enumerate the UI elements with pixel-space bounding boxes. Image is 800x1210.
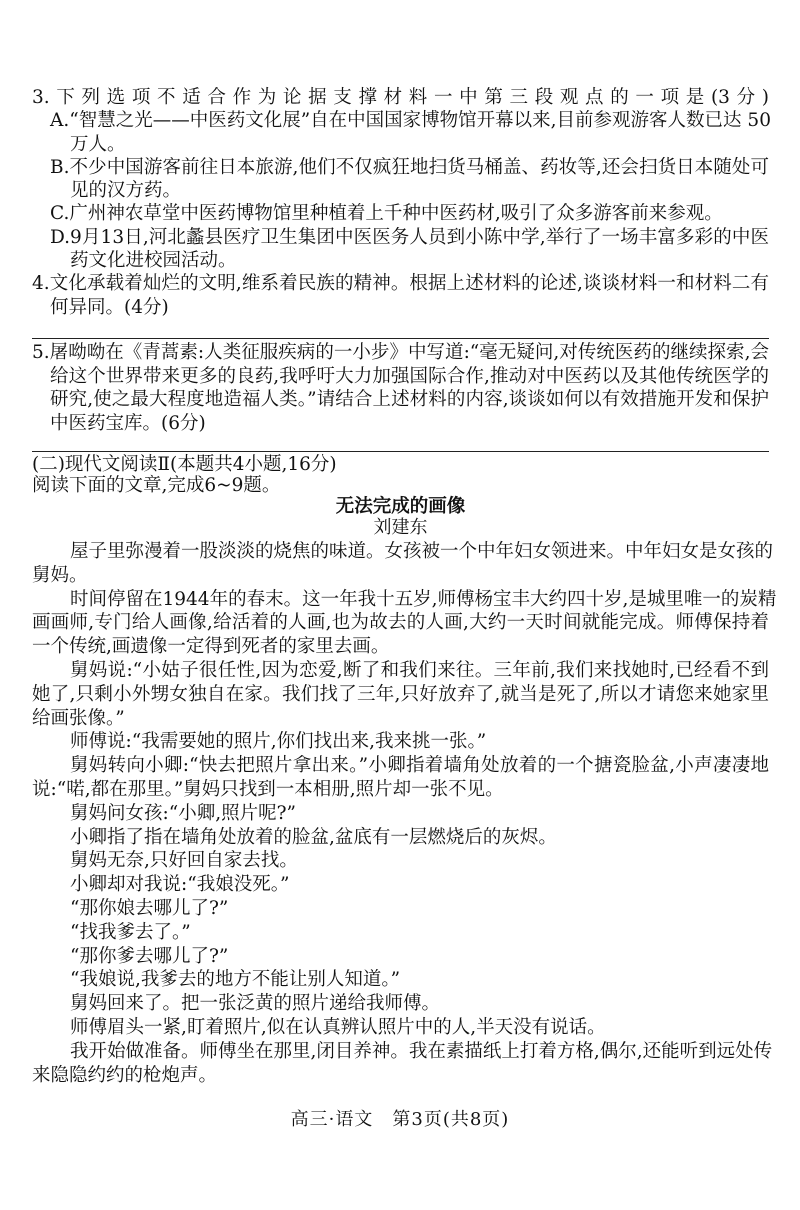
article-line: 她了,只剩小外甥女独自在家。我们找了三年,只好放弃了,就当是死了,所以才请您来她家里 <box>32 683 769 705</box>
article-line: 舅妈问女孩:“小卿,照片呢?” <box>70 802 296 824</box>
article-body <box>32 540 777 1087</box>
option-b: B.不少中国游客前往日本旅游,他们不仅疯狂地扫货马桶盖、药妆等,还会扫货日本随处可 <box>50 156 769 178</box>
article-line: 说:“喏,都在那里。”舅妈只找到一本相册,照片却一张不见。 <box>32 778 504 800</box>
article-line: “那你娘去哪儿了?” <box>70 897 229 919</box>
article-line: 给画张像。” <box>32 707 125 729</box>
question-3 <box>32 86 769 319</box>
question-4-stem: 4.文化承载着灿烂的文明,维系着民族的精神。根据上述材料的论述,谈谈材料一和材料二有 <box>32 273 769 295</box>
article-line: “我娘说,我爹去的地方不能让别人知道。” <box>70 969 401 991</box>
article-line: 画画师,专门给人画像,给活着的人画,也为故去的人画,大约一天时间就能完成。师傅保持着 <box>32 612 769 634</box>
section-instruction: 阅读下面的文章,完成6~9题。 <box>32 475 281 496</box>
article-line: 小卿却对我说:“我娘没死。” <box>70 874 290 896</box>
article-line: 舅妈无奈,只好回自家去找。 <box>70 850 298 872</box>
article-line: 师傅眉头一紧,盯着照片,似在认真辨认照片中的人,半天没有说话。 <box>70 1016 606 1038</box>
section-heading: (二)现代文阅读Ⅱ(本题共4小题,16分) <box>32 454 337 475</box>
article-line: 舅妈转向小卿:“快去把照片拿出来。”小卿指着墙角处放着的一个搪瓷脸盆,小声凄凄地 <box>70 755 769 777</box>
section-header <box>32 454 769 538</box>
article-line: 舅妈回来了。把一张泛黄的照片递给我师傅。 <box>70 993 441 1015</box>
article-line: 一个传统,画遗像一定得到死者的家里去画。 <box>32 636 390 658</box>
option-a-cont: 万人。 <box>70 133 126 155</box>
question-3-stem: 3.下列选项不适合作为论据支撑材料一中第三段观点的一项是(3分) <box>32 87 769 108</box>
option-d: D.9月13日,河北蠡县医疗卫生集团中医医务人员到小陈中学,举行了一场丰富多彩的中医 <box>50 226 769 248</box>
option-b-cont: 见的汉方药。 <box>70 180 182 202</box>
article-line: 时间停留在1944年的春末。这一年我十五岁,师傅杨宝丰大约四十岁,是城里唯一的炭精 <box>70 588 777 610</box>
option-a: A.“智慧之光——中医药文化展”自在中国国家博物馆开幕以来,目前参观游客人数已达 50 <box>50 110 771 132</box>
article-line: 来隐隐约约的枪炮声。 <box>32 1064 218 1086</box>
answer-line-q4[interactable] <box>32 338 769 339</box>
question-5 <box>32 341 769 436</box>
article-line: 我开始做准备。师傅坐在那里,闭目养神。我在素描纸上打着方格,偶尔,还能听到远处传 <box>70 1040 773 1062</box>
article-line: “那你爹去哪儿了?” <box>70 945 229 967</box>
option-c: C.广州神农草堂中医药博物馆里种植着上千种中医药材,吸引了众多游客前来参观。 <box>50 203 723 225</box>
page-footer: 高三·语文 第3页(共8页) <box>290 1109 510 1130</box>
question-5-line: 研究,使之最大程度地造福人类。”请结合上述材料的内容,谈谈如何以有效措施开发和保护 <box>50 389 769 411</box>
article-author: 刘建东 <box>373 517 428 538</box>
article-line: 小卿指了指在墙角处放着的脸盆,盆底有一层燃烧后的灰烬。 <box>70 826 557 848</box>
article-line: 屋子里弥漫着一股淡淡的烧焦的味道。女孩被一个中年妇女领进来。中年妇女是女孩的 <box>70 541 774 562</box>
article-line: 舅妈说:“小姑子很任性,因为恋爱,断了和我们来往。三年前,我们来找她时,已经看不到 <box>70 659 769 681</box>
question-5-line: 5.屠呦呦在《青蒿素:人类征服疾病的一小步》中写道:“毫无疑问,对传统医药的继续探索,会 <box>32 342 769 363</box>
question-5-line: 给这个世界带来更多的良药,我呼吁大力加强国际合作,推动对中医药以及其他传统医学的 <box>50 365 769 387</box>
article-title: 无法完成的画像 <box>335 496 466 517</box>
question-5-line: 中医药宝库。(6分) <box>50 413 206 435</box>
article-line: “找我爹去了。” <box>70 921 191 943</box>
article-line: 师傅说:“我需要她的照片,你们找出来,我来挑一张。” <box>70 731 487 753</box>
option-d-cont: 药文化进校园活动。 <box>70 250 237 272</box>
question-4-cont: 何异同。(4分) <box>50 296 169 318</box>
article-line: 舅妈。 <box>32 564 88 586</box>
answer-line-q5[interactable] <box>32 451 769 452</box>
